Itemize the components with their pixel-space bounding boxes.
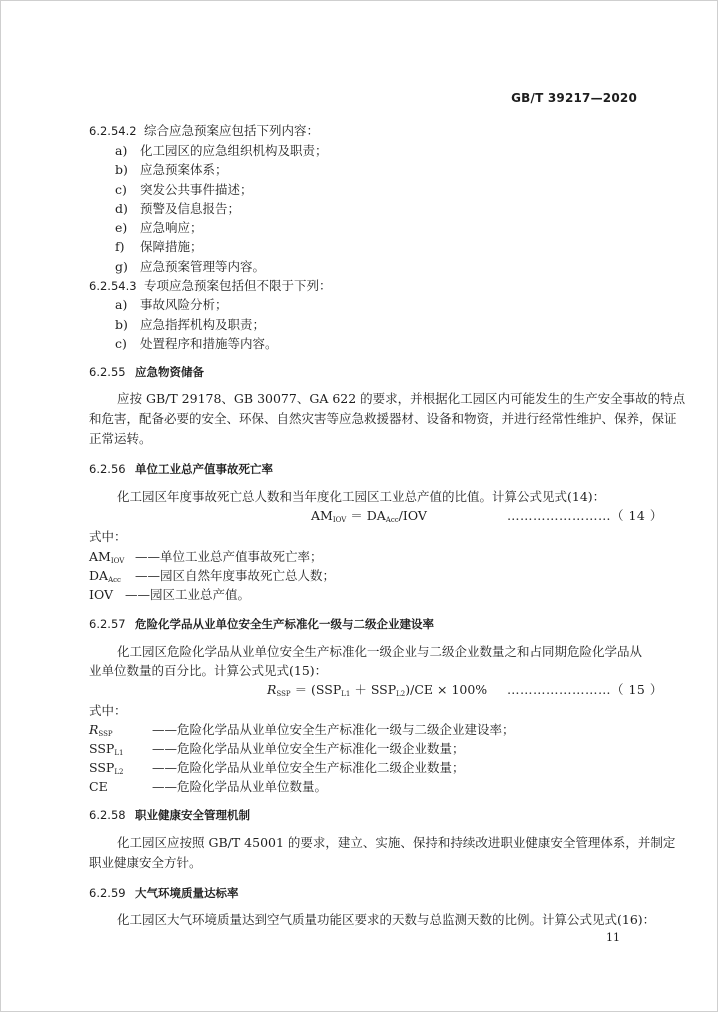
definition: ——危险化学品从业单位安全生产标准化一级企业数量； <box>152 741 465 756</box>
section-title: 危险化学品从业单位安全生产标准化一级与二级企业建设率 <box>135 617 434 631</box>
item-text: 突发公共事件描述； <box>140 182 253 197</box>
section-title: 职业健康安全管理机制 <box>135 808 250 822</box>
equation-number: ……………………（ 14 ） <box>507 508 663 523</box>
definition: ——危险化学品从业单位安全生产标准化二级企业数量； <box>152 760 465 775</box>
item-text: 应急响应； <box>140 220 203 235</box>
item-text: 化工园区的应急组织机构及职责； <box>140 143 328 158</box>
item-text: 事故风险分析； <box>140 297 228 312</box>
item-mark: d) <box>115 201 128 216</box>
clause-text: 综合应急预案应包括下列内容： <box>144 123 320 138</box>
definition: ——危险化学品从业单位数量。 <box>152 779 328 794</box>
item-mark: b) <box>115 162 128 177</box>
section-number: 6.2.55 <box>89 365 126 379</box>
symbol: IOV <box>89 587 113 602</box>
definition: ——危险化学品从业单位安全生产标准化一级与二级企业建设率； <box>152 722 515 737</box>
item-mark: e) <box>115 220 128 235</box>
formula: $AM_{IOV} = DA_{Acc}/IOV$ <box>311 508 427 524</box>
paragraph-text: 化工园区大气环境质量达到空气质量功能区要求的天数与总监测天数的比例。计算公式见式(16)： <box>117 912 656 927</box>
formula: $R_{SSP} = (SSP_{L1} + SSP_{L2})/CE \times 100\%$ <box>267 682 488 698</box>
clause-text: 专项应急预案包括但不限于下列： <box>144 278 332 293</box>
section-title: 单位工业总产值事故死亡率 <box>135 462 273 476</box>
symbol: $SSP_{L2}$ <box>89 760 124 776</box>
section-number: 6.2.59 <box>89 886 126 900</box>
section-number: 6.2.57 <box>89 617 126 631</box>
section-number: 6.2.56 <box>89 462 126 476</box>
paragraph-text: 业单位数量的百分比。计算公式见式(15)： <box>89 663 328 678</box>
clause-number: 6.2.54.3 <box>89 279 137 293</box>
symbol: $SSP_{L1}$ <box>89 741 124 757</box>
definition: ——园区工业总产值。 <box>125 587 251 602</box>
page-number: 11 <box>606 931 620 944</box>
symbol: $DA_{Acc}$ <box>89 568 121 584</box>
item-mark: c) <box>115 336 127 351</box>
clause-number: 6.2.54.2 <box>89 124 137 138</box>
paragraph-text: 正常运转。 <box>89 431 152 446</box>
section-number: 6.2.58 <box>89 808 126 822</box>
document-code: GB/T 39217—2020 <box>511 91 637 105</box>
item-mark: c) <box>115 182 127 197</box>
item-text: 应急预案管理等内容。 <box>140 259 266 274</box>
symbol: $R_{SSP}$ <box>89 722 113 738</box>
item-mark: g) <box>115 259 128 274</box>
paragraph-text: 化工园区危险化学品从业单位安全生产标准化一级企业与二级企业数量之和占同期危险化学品从 <box>117 644 643 659</box>
symbol: CE <box>89 779 108 794</box>
item-mark: f) <box>115 239 125 254</box>
definition: ——园区自然年度事故死亡总人数； <box>135 568 336 583</box>
item-text: 保障措施； <box>140 239 203 254</box>
item-text: 应急预案体系； <box>140 162 228 177</box>
item-mark: b) <box>115 317 128 332</box>
paragraph-text: 化工园区应按照 GB/T 45001 的要求，建立、实施、保持和持续改进职业健康安全管理体系，并制定 <box>117 835 676 850</box>
paragraph-text: 职业健康安全方针。 <box>89 855 202 870</box>
section-title: 应急物资储备 <box>135 365 204 379</box>
item-mark: a) <box>115 297 128 312</box>
section-title: 大气环境质量达标率 <box>135 886 239 900</box>
definition: ——单位工业总产值事故死亡率； <box>135 549 323 564</box>
equation-number: ……………………（ 15 ） <box>507 682 663 697</box>
paragraph-text: 应按 GB/T 29178、GB 30077、GA 622 的要求，并根据化工园区内可能发生的生产安全事故的特点 <box>117 391 686 406</box>
item-text: 处置程序和措施等内容。 <box>140 336 278 351</box>
symbol: $AM_{IOV}$ <box>89 549 125 565</box>
document-page: GB/T 39217—2020 6.2.54.2 综合应急预案应包括下列内容： a) 化工园区的应急组织机构及职责； b) 应急预案体系； c) 突发公共事件描述； d) 预警及信息报告； e) 应急响应； f) 保障措施； g) 应急预案管理等内容。 6.2.54.3 专项应急预案包括但不限于下列： a) 事故风险分析； b) 应急指挥机构及职责； c) 处置程序和措施等内容。 6.2.55 应急物资储备 应按 GB/T 29178、GB 30077、GA 622 的要求，并根据化工园区内可能发生的生产安全事故的特点 和危害，配备必要的安全、环保、自然灾害等应急救援器材、设备和物资，并进行经常性维护、保养，保证 正常运转。 6.2.56 单位工业总产值事故死亡率 化工园区年度事故死亡总人数和当年度化工园区工业总产值的比值。计算公式见式(14)： $AM_{IOV} = DA_{Acc}/IOV$ ……………………（ 14 ） 式中： $AM_{IOV}$ ——单位工业总产值事故死亡率； $DA_{Acc}$ ——园区自然年度事故死亡总人数； IOV ——园区工业总产值。 6.2.57 危险化学品从业单位安全生产标准化一级与二级企业建设率 化工园区危险化学品从业单位安全生产标准化一级企业与二级企业数量之和占同期危险化学品从 业单位数量的百分比。计算公式见式(15)： $R_{SSP} = (SSP_{L1} + SSP_{L2})/CE \times 100\%$ ……………………（ 15 ） 式中： $R_{SSP}$ ——危险化学品从业单位安全生产标准化一级与二级企业建设率； $SSP_{L1}$ ——危险化学品从业单位安全生产标准化一级企业数量； $SSP_{L2}$ ——危险化学品从业单位安全生产标准化二级企业数量； CE ——危险化学品从业单位数量。 6.2.58 职业健康安全管理机制 化工园区应按照 GB/T 45001 的要求，建立、实施、保持和持续改进职业健康安全管理体系，并制定 职业健康安全方针。 6.2.59 大气环境质量达标率 化工园区大气环境质量达到空气质量功能区要求的天数与总监测天数的比例。计算公式见式(16)： 11 <box>0 0 718 1012</box>
item-text: 预警及信息报告； <box>140 201 241 216</box>
item-mark: a) <box>115 143 128 158</box>
paragraph-text: 和危害，配备必要的安全、环保、自然灾害等应急救援器材、设备和物资，并进行经常性维护、保养，保证 <box>89 411 677 426</box>
item-text: 应急指挥机构及职责； <box>140 317 266 332</box>
paragraph-text: 化工园区年度事故死亡总人数和当年度化工园区工业总产值的比值。计算公式见式(14)： <box>117 489 606 504</box>
